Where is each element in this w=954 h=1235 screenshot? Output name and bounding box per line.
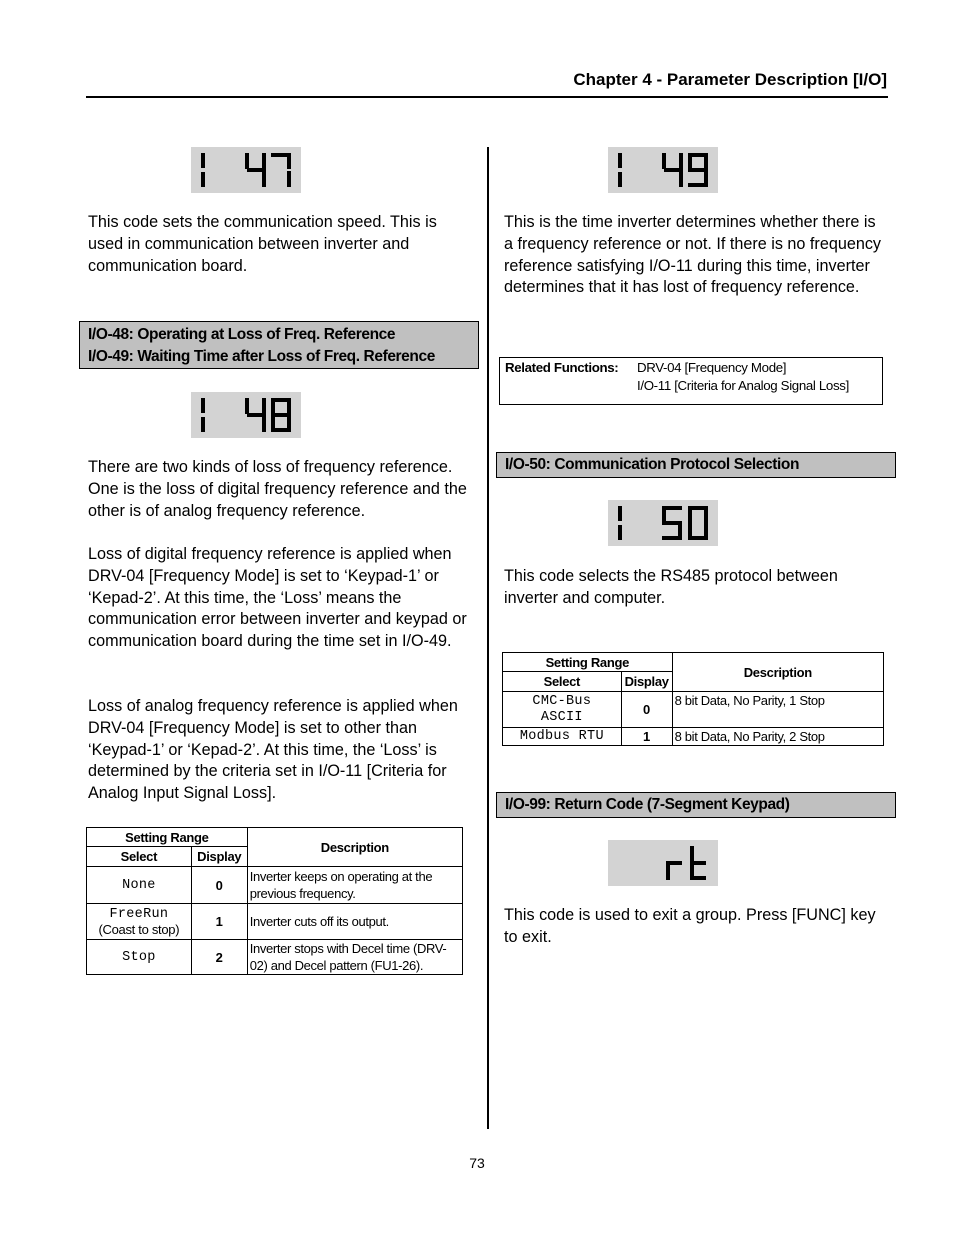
table-row bbox=[503, 728, 884, 746]
table-row bbox=[87, 867, 463, 904]
display-cell: 2 bbox=[191, 940, 247, 975]
select-value-line1: CMC-Bus bbox=[532, 693, 592, 709]
description-cell: 8 bit Data, No Parity, 2 Stop bbox=[672, 728, 883, 746]
table-row bbox=[503, 692, 884, 728]
select-cell bbox=[87, 904, 192, 940]
header-rule bbox=[86, 96, 888, 98]
section-title-i49: I/O-49: Waiting Time after Loss of Freq. Reference bbox=[88, 348, 435, 365]
setting-range-table-i50 bbox=[502, 652, 884, 746]
related-functions-box bbox=[499, 357, 883, 405]
setting-range-table-i48 bbox=[86, 827, 463, 975]
header-description: Description bbox=[247, 828, 462, 867]
description-cell: Inverter stops with Decel time (DRV-02) and Decel pattern (FU1-26). bbox=[247, 940, 462, 975]
header-setting-range: Setting Range bbox=[503, 653, 673, 672]
paragraph-i50: This code selects the RS485 protocol between inverter and computer. bbox=[504, 567, 838, 607]
select-cell: Stop bbox=[87, 940, 192, 975]
header-select: Select bbox=[87, 847, 192, 867]
section-header-i48-i49 bbox=[79, 321, 479, 369]
select-value-line2: ASCII bbox=[540, 709, 583, 725]
lcd-display-i50 bbox=[608, 500, 718, 546]
paragraph-i48-digital-loss: Loss of digital frequency reference is applied when DRV-04 [Frequency Mode] is set to ‘Keypad-1’ or ‘Kepad-2’. At this time, the ‘Loss’ means the communication error between inverter and keypad or communication board during the time set in I/O-49. bbox=[88, 545, 467, 651]
related-function-io11: I/O-11 [Criteria for Analog Signal Loss] bbox=[637, 378, 849, 393]
header-display: Display bbox=[191, 847, 247, 867]
lcd-display-i48 bbox=[191, 392, 301, 438]
lcd-display-i49 bbox=[608, 147, 718, 193]
table-row bbox=[87, 904, 463, 940]
related-functions-label: Related Functions: bbox=[505, 360, 619, 375]
display-cell: 0 bbox=[621, 692, 672, 728]
paragraph-i99: This code is used to exit a group. Press [FUNC] key to exit. bbox=[504, 906, 876, 946]
paragraph-i47: This code sets the communication speed. This is used in communication between inverter and communication board. bbox=[88, 213, 437, 275]
header-setting-range: Setting Range bbox=[87, 828, 248, 847]
section-title-i48: I/O-48: Operating at Loss of Freq. Reference bbox=[88, 326, 396, 343]
lcd-display-rt bbox=[608, 840, 718, 886]
related-function-drv04: DRV-04 [Frequency Mode] bbox=[637, 360, 787, 375]
display-cell: 1 bbox=[621, 728, 672, 746]
display-cell: 0 bbox=[191, 867, 247, 904]
select-cell: None bbox=[87, 867, 192, 904]
page-number: 73 bbox=[469, 1155, 485, 1171]
select-cell bbox=[503, 692, 622, 728]
table-row bbox=[87, 940, 463, 975]
paragraph-i48-analog-loss: Loss of analog frequency reference is applied when DRV-04 [Frequency Mode] is set to other than ‘Keypad-1’ or ‘Kepad-2’. At this time, the ‘Loss’ is determined by the criteria set in I/O-11 [Criteria for Analog Input Signal Loss]. bbox=[88, 697, 458, 803]
description-cell: Inverter keeps on operating at the previous frequency. bbox=[247, 867, 462, 904]
select-value: FreeRun bbox=[109, 906, 169, 922]
display-cell: 1 bbox=[191, 904, 247, 940]
description-cell: 8 bit Data, No Parity, 1 Stop bbox=[672, 692, 883, 728]
paragraph-i49: This is the time inverter determines whether there is a frequency reference or not. If there is no frequency reference satisfying I/O-11 during this time, inverter determines that it has lost of frequency reference. bbox=[504, 213, 882, 297]
select-subtext: (Coast to stop) bbox=[98, 921, 180, 937]
lcd-display-i47 bbox=[191, 147, 301, 193]
section-header-i99: I/O-99: Return Code (7-Segment Keypad) bbox=[496, 792, 896, 818]
header-description: Description bbox=[672, 653, 883, 692]
column-divider bbox=[487, 147, 489, 1129]
header-display: Display bbox=[621, 672, 672, 692]
description-cell: Inverter cuts off its output. bbox=[247, 904, 462, 940]
header-select: Select bbox=[503, 672, 622, 692]
chapter-title: Chapter 4 - Parameter Description [I/O] bbox=[573, 70, 887, 89]
select-cell: Modbus RTU bbox=[503, 728, 622, 746]
section-header-i50: I/O-50: Communication Protocol Selection bbox=[496, 452, 896, 478]
paragraph-i48-intro: There are two kinds of loss of frequency reference. One is the loss of digital frequency reference and the other is of analog frequency reference. bbox=[88, 458, 467, 520]
